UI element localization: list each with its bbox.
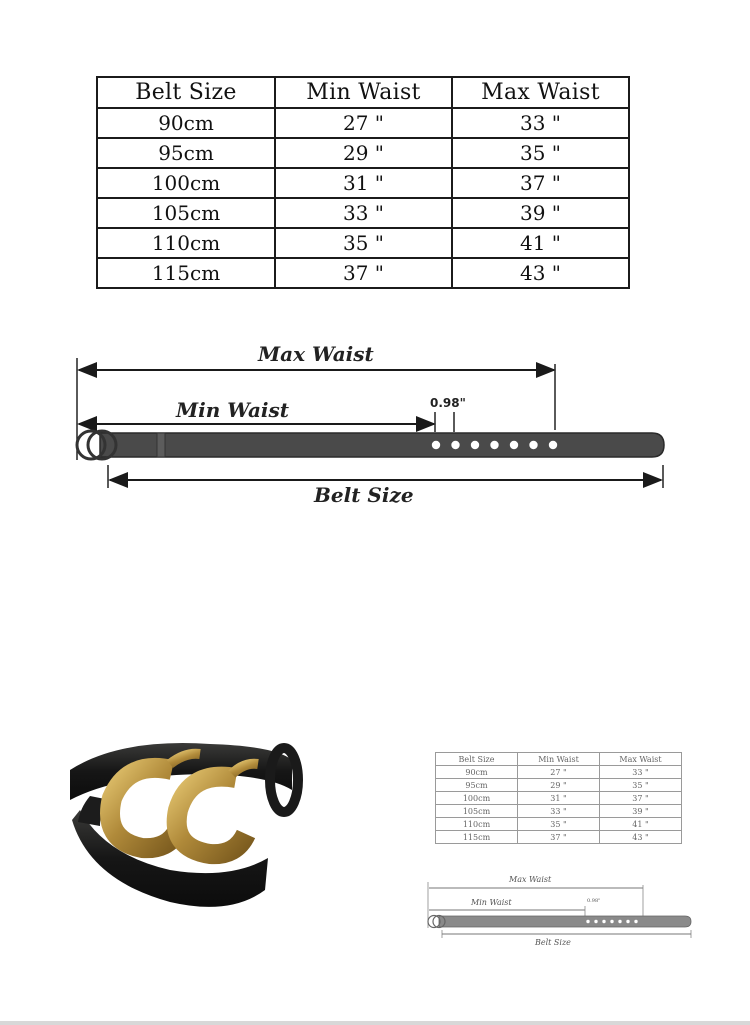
column-header-belt-size: Belt Size [436, 753, 518, 766]
max-waist-cell: 39 " [452, 198, 629, 228]
min-waist-cell: 33 " [275, 198, 452, 228]
belt-product-photo [60, 730, 320, 920]
max-waist-cell: 33 " [600, 766, 682, 779]
belt-strap [100, 433, 664, 457]
belt-size-cell: 110cm [97, 228, 275, 258]
min-waist-cell: 37 " [275, 258, 452, 288]
belt-size-cell: 115cm [97, 258, 275, 288]
thumbnail-measurement-diagram [425, 868, 695, 958]
size-chart-thumbnail [425, 750, 695, 960]
max-waist-cell: 37 " [600, 792, 682, 805]
belt-measurement-diagram [0, 330, 750, 520]
max-waist-cell: 41 " [600, 818, 682, 831]
belt-hole [451, 441, 459, 449]
column-header-max-waist: Max Waist [452, 77, 629, 108]
table-row [436, 831, 682, 844]
min-waist-cell: 37 " [518, 831, 600, 844]
max-waist-cell: 33 " [452, 108, 629, 138]
max-waist-cell: 37 " [452, 168, 629, 198]
min-waist-cell: 29 " [518, 779, 600, 792]
belt-hole [510, 441, 518, 449]
belt-size-cell: 100cm [436, 792, 518, 805]
table-header-row [436, 753, 682, 766]
belt-hole [549, 441, 557, 449]
thumbnail-min-waist-label: Min Waist [471, 898, 512, 907]
max-waist-cell: 35 " [600, 779, 682, 792]
column-header-max-waist: Max Waist [600, 753, 682, 766]
belt-size-cell: 110cm [436, 818, 518, 831]
min-waist-cell: 31 " [275, 168, 452, 198]
table-header-row [97, 77, 629, 108]
thumbnail-belt-hole [602, 920, 605, 923]
thumbnail-belt-hole [594, 920, 597, 923]
column-header-belt-size: Belt Size [97, 77, 275, 108]
hole-spacing-label: 0.98" [430, 396, 466, 410]
table-row [97, 138, 629, 168]
max-waist-cell: 41 " [452, 228, 629, 258]
belt-size-cell: 105cm [436, 805, 518, 818]
table-row [97, 168, 629, 198]
thumbnail-belt-hole [586, 920, 589, 923]
table-row [436, 818, 682, 831]
min-waist-cell: 33 " [518, 805, 600, 818]
min-waist-cell: 35 " [518, 818, 600, 831]
thumbnail-belt-hole [618, 920, 621, 923]
belt-size-cell: 100cm [97, 168, 275, 198]
table-row [97, 258, 629, 288]
belt-size-cell: 95cm [436, 779, 518, 792]
table-row [436, 792, 682, 805]
max-waist-cell: 39 " [600, 805, 682, 818]
column-header-min-waist: Min Waist [275, 77, 452, 108]
belt-size-cell: 95cm [97, 138, 275, 168]
min-waist-cell: 29 " [275, 138, 452, 168]
table-row [97, 108, 629, 138]
belt-hole [490, 441, 498, 449]
min-waist-cell: 35 " [275, 228, 452, 258]
table-row [436, 766, 682, 779]
min-waist-cell: 27 " [518, 766, 600, 779]
belt-photo-graphic [60, 730, 320, 920]
belt-hole [471, 441, 479, 449]
belt-hole [432, 441, 440, 449]
thumbnail-belt-hole [626, 920, 629, 923]
table-row [97, 228, 629, 258]
thumbnail-belt-hole [634, 920, 637, 923]
max-waist-cell: 35 " [452, 138, 629, 168]
thumbnail-size-table [435, 752, 682, 844]
belt-size-label: Belt Size [314, 483, 414, 507]
thumbnail-belt-hole [610, 920, 613, 923]
belt-size-cell: 115cm [436, 831, 518, 844]
belt-size-table [96, 76, 630, 289]
belt-size-cell: 90cm [97, 108, 275, 138]
belt-size-cell: 105cm [97, 198, 275, 228]
table-row [97, 198, 629, 228]
max-waist-cell: 43 " [600, 831, 682, 844]
min-waist-cell: 27 " [275, 108, 452, 138]
min-waist-label: Min Waist [176, 398, 290, 422]
belt-hole [529, 441, 537, 449]
thumbnail-hole-spacing-label: 0.98" [587, 898, 601, 904]
max-waist-cell: 43 " [452, 258, 629, 288]
max-waist-label: Max Waist [258, 342, 374, 366]
thumbnail-max-waist-label: Max Waist [509, 875, 552, 884]
min-waist-cell: 31 " [518, 792, 600, 805]
table-row [436, 805, 682, 818]
belt-size-cell: 90cm [436, 766, 518, 779]
bottom-divider [0, 1021, 750, 1025]
table-row [436, 779, 682, 792]
thumbnail-belt-size-label: Belt Size [535, 938, 571, 947]
column-header-min-waist: Min Waist [518, 753, 600, 766]
belt-loop [157, 433, 165, 457]
